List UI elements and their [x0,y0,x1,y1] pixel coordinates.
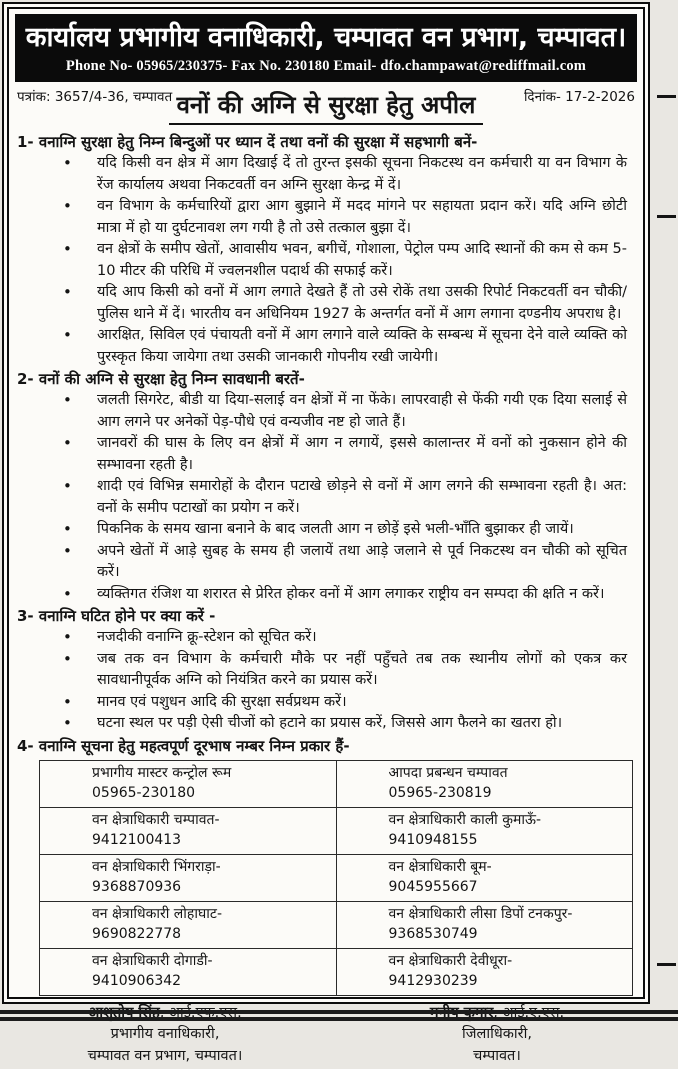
bottom-divider-rule [0,1010,678,1014]
appeal-title: वनों की अग्नि से सुरक्षा हेतु अपील [169,88,484,125]
bullet-item: • नजदीकी वनाग्नि क्रू-स्टेशन को सूचित करें। [17,627,633,649]
table-cell [40,948,337,995]
bullet-item: • यदि किसी वन क्षेत्र में आग दिखाई दें तो तुरन्त इसकी सूचना निकटस्थ वन कर्मचारी या वन विभाग के रेंज कार्यालय अथवा निकटवर्ती वन अग्नि सुरक्षा केन्द्र में दें। [17,153,633,196]
bullet-item: • व्यक्तिगत रंजिश या शरारत से प्रेरित होकर वनों में आग लगाकर राष्ट्रीय वन सम्पदा की क्षति न करें। [17,584,633,606]
contact-name: वन क्षेत्राधिकारी देवीधूरा- [389,951,629,972]
table-cell [40,807,337,854]
contact-number: 9690822778 [92,924,332,945]
signatory-designation: प्रभागीय वनाधिकारी, [55,1024,275,1046]
signatory-office: चम्पावत। [387,1046,607,1068]
table-row [40,807,633,854]
table-cell [336,760,633,807]
bullet-item: • घटना स्थल पर पड़ी ऐसी चीजों को हटाने का प्रयास करें, जिससे आग फैलने का खतरा हो। [17,713,633,735]
contact-line: Phone No- 05965/230375- Fax No. 230180 Email- dfo.champawat@rediffmail.com [21,58,631,75]
contact-number: 9410948155 [389,830,629,851]
bullet-item: • वन विभाग के कर्मचारियों द्वारा आग बुझाने में मदद मांगने पर सहायता प्रदान करें। यदि अग्नि छोटी मात्रा में हो या दुर्घटनावश लग गयी है तो उसे तत्काल बुझा दें। [17,196,633,239]
margin-tick-mark [657,215,676,218]
margin-tick-mark [657,95,676,98]
office-title: कार्यालय प्रभागीय वनाधिकारी, चम्पावत वन प्रभाग, चम्पावत। [21,23,631,53]
bottom-divider-rule [0,1017,678,1021]
bullet-item: • यदि आप किसी को वनों में आग लगाते देखते हैं तो उसे रोकें तथा उसकी रिपोर्ट निकटवर्ती वन चौकी/ पुलिस थाने में दें। भारतीय वन अधिनियम 1927 के अन्तर्गत वनों में आग लगाना दण्डनीय अपराध है। [17,282,633,325]
table-row [40,760,633,807]
table-cell [336,807,633,854]
contact-name: वन क्षेत्राधिकारी दोगाडी- [92,951,332,972]
signature-row [15,998,637,1069]
table-cell [40,854,337,901]
contact-name: वन क्षेत्राधिकारी लीसा डिपों टनकपुर- [389,904,629,925]
reference-number: पत्रांक: 3657/4-36, चम्पावत [17,87,172,105]
meta-row [15,84,637,131]
section-3-heading: 3- वनाग्नि घटित होने पर क्या करें - [17,605,633,627]
margin-tick-mark [657,963,676,966]
contact-name: वन क्षेत्राधिकारी बूम- [389,857,629,878]
contact-name: प्रभागीय मास्टर कन्ट्रोल रूम [92,763,332,784]
date: दिनांक- 17-2-2026 [524,87,635,105]
section-1-heading: 1- वनाग्नि सुरक्षा हेतु निम्न बिन्दुओं पर ध्यान दें तथा वनों की सुरक्षा में सहभागी बनें- [17,131,633,153]
bullet-item: • शादी एवं विभिन्न समारोहों के दौरान पटाखे छोड़ने से वनों में आग लगने की सम्भावना रहती है। अत: वनों के समीप पटाखों का प्रयोग न करें। [17,476,633,519]
table-row [40,948,633,995]
contact-name: वन क्षेत्राधिकारी चम्पावत- [92,810,332,831]
bullet-item: • जब तक वन विभाग के कर्मचारी मौके पर नहीं पहुँचते तब तक स्थानीय लोगों को एकत्र कर सावधानीपूर्वक अग्नि को नियंत्रित करने का प्रयास करें। [17,649,633,692]
table-cell [336,854,633,901]
contact-number: 9045955667 [389,877,629,898]
contact-number: 05965-230819 [389,783,629,804]
office-banner [15,14,637,82]
table-cell [40,901,337,948]
bullet-item: • पिकनिक के समय खाना बनाने के बाद जलती आग न छोड़ें इसे भली-भाँति बुझाकर ही जायें। [17,519,633,541]
bullet-item: • वन क्षेत्रों के समीप खेतों, आवासीय भवन, बगीचें, गोशाला, पेट्रोल पम्प आदि स्थानों की कम से कम 5-10 मीटर की परिधि में ज्वलनशील पदार्थ की सफाई करें। [17,239,633,282]
contact-number: 9412930239 [389,971,629,992]
notice-document [2,2,650,1004]
contact-number: 9410906342 [92,971,332,992]
document-frame [7,7,645,999]
contact-number: 05965-230180 [92,783,332,804]
contact-name: आपदा प्रबन्धन चम्पावत [389,763,629,784]
table-row [40,901,633,948]
table-cell [336,901,633,948]
signatory-office: चम्पावत वन प्रभाग, चम्पावत। [55,1046,275,1068]
bullet-item: • मानव एवं पशुधन आदि की सुरक्षा सर्वप्रथम करें। [17,692,633,714]
bullet-item: • जानवरों की घास के लिए वन क्षेत्रों में आग न लगायें, इससे कालान्तर में वनों को नुकसान होने की सम्भावना रहती है। [17,433,633,476]
phone-numbers-table [39,760,633,996]
bullet-item: • जलती सिगरेट, बीडी या दिया-सलाई वन क्षेत्रों में ना फेंके। लापरवाही से फेंकी गयी एक दिया सलाई से आग लगने पर अनेकों पेड़-पौधे एवं वन्यजीव नष्ट हो जाते हैं। [17,390,633,433]
contact-name: वन क्षेत्राधिकारी भिंगराड़ा- [92,857,332,878]
contact-number: 9412100413 [92,830,332,851]
contact-number: 9368870936 [92,877,332,898]
section-2-heading: 2- वनों की अग्नि से सुरक्षा हेतु निम्न सावधानी बरतें- [17,368,633,390]
notice-body [15,131,637,757]
signatory-designation: जिलाधिकारी, [387,1024,607,1046]
table-row [40,854,633,901]
contact-name: वन क्षेत्राधिकारी लोहाघाट- [92,904,332,925]
bullet-item: • आरक्षित, सिविल एवं पंचायती वनों में आग लगाने वाले व्यक्ति के सम्बन्ध में सूचना देने वाले व्यक्ति को पुरस्कृत किया जायेगा तथा उसकी जानकारी गोपनीय रखी जायेगी। [17,325,633,368]
contact-number: 9368530749 [389,924,629,945]
table-cell [336,948,633,995]
bullet-item: • अपने खेतों में आड़े सुबह के समय ही जलायें तथा आड़े जलाने से पूर्व निकटस्थ वन चौकी को सूचित करें। [17,541,633,584]
section-4-heading: 4- वनाग्नि सूचना हेतु महत्वपूर्ण दूरभाष नम्बर निम्न प्रकार हैं- [17,735,633,757]
table-cell [40,760,337,807]
contact-name: वन क्षेत्राधिकारी काली कुमाऊँ- [389,810,629,831]
